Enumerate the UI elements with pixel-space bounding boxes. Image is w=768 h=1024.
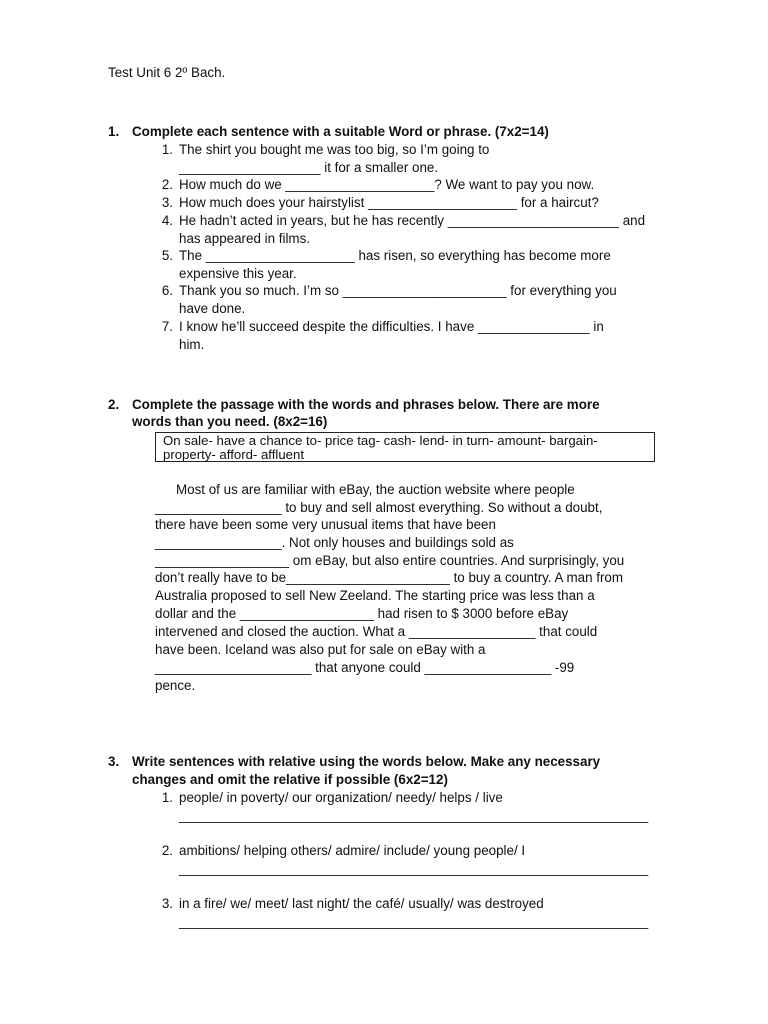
q3-item-2-prompt: ambitions/ helping others/ admire/ include/ young people/ I xyxy=(179,843,526,858)
q3-item-3-answer-line[interactable]: _______________________________________________________________ xyxy=(179,914,649,929)
question-3-heading-line-2: changes and omit the relative if possible (6x2=12) xyxy=(132,772,448,787)
question-3-heading-line-1: Write sentences with relative using the words below. Make any necessary xyxy=(132,754,601,769)
q3-item-3-prompt: in a fire/ we/ meet/ last night/ the café/ usually/ was destroyed xyxy=(179,896,544,911)
passage-line-4: _________________. Not only houses and buildings sold as xyxy=(155,535,514,550)
question-2-heading-line-1: Complete the passage with the words and phrases below. There are more xyxy=(132,397,600,412)
word-bank-line-1: On sale- have a chance to- price tag- cash- lend- in turn- amount- bargain- xyxy=(163,433,598,448)
passage-line-11: _____________________ that anyone could _________________ -99 xyxy=(155,660,575,675)
document-title: Test Unit 6 2º Bach. xyxy=(108,65,226,80)
q1-item-5-line-2: expensive this year. xyxy=(179,266,297,281)
q3-item-1-prompt: people/ in poverty/ our organization/ needy/ helps / live xyxy=(179,790,503,805)
q1-item-4-line-1: He hadn’t acted in years, but he has recently _______________________ and xyxy=(179,213,646,228)
question-3-number: 3. xyxy=(108,754,120,769)
q3-item-2-number: 2. xyxy=(161,843,173,858)
q1-item-6-line-1: Thank you so much. I’m so ______________________ for everything you xyxy=(179,283,617,298)
q1-item-1-line-2: ___________________ it for a smaller one. xyxy=(179,160,439,175)
passage-line-9: intervened and closed the auction. What a _________________ that could xyxy=(155,624,598,639)
q1-item-7-line-2: him. xyxy=(179,337,205,352)
q1-item-7-number: 7. xyxy=(161,319,173,334)
passage-line-10: have been. Iceland was also put for sale on eBay with a xyxy=(155,642,486,657)
question-2-heading-line-2: words than you need. (8x2=16) xyxy=(132,414,328,429)
q1-item-5-line-1: The ____________________ has risen, so everything has become more xyxy=(179,248,611,263)
word-bank-box xyxy=(155,432,655,462)
passage-line-3: there have been some very unusual items that have been xyxy=(155,517,496,532)
q3-item-3-number: 3. xyxy=(161,896,173,911)
q1-item-1-line-1: The shirt you bought me was too big, so I’m going to xyxy=(179,142,490,157)
question-1-number: 1. xyxy=(108,124,120,139)
q1-item-6-line-2: have done. xyxy=(179,301,246,316)
passage-line-5: __________________ om eBay, but also entire countries. And surprisingly, you xyxy=(155,553,625,568)
q3-item-2-answer-line[interactable]: _______________________________________________________________ xyxy=(179,861,649,876)
q1-item-4-line-2: has appeared in films. xyxy=(179,231,311,246)
question-2-number: 2. xyxy=(108,397,120,412)
q1-item-6-number: 6. xyxy=(161,283,173,298)
q1-item-5-number: 5. xyxy=(161,248,173,263)
q3-item-1-answer-line[interactable]: _______________________________________________________________ xyxy=(179,808,649,823)
passage-line-6: don’t really have to be______________________ to buy a country. A man from xyxy=(155,570,624,585)
passage-line-1: Most of us are familiar with eBay, the auction website where people xyxy=(176,482,575,497)
q1-item-3-line-1: How much does your hairstylist ____________________ for a haircut? xyxy=(179,195,599,210)
question-1-heading: Complete each sentence with a suitable Word or phrase. (7x2=14) xyxy=(132,124,549,139)
q3-item-1-number: 1. xyxy=(161,790,173,805)
word-bank-line-2: property- afford- affluent xyxy=(163,447,304,462)
q1-item-3-number: 3. xyxy=(161,195,173,210)
q1-item-4-number: 4. xyxy=(161,213,173,228)
q1-item-7-line-1: I know he’ll succeed despite the difficulties. I have _______________ in xyxy=(179,319,604,334)
q1-item-2-line-1: How much do we ____________________? We want to pay you now. xyxy=(179,177,595,192)
passage-line-12: pence. xyxy=(155,678,196,693)
q1-item-2-number: 2. xyxy=(161,177,173,192)
passage-line-8: dollar and the __________________ had risen to $ 3000 before eBay xyxy=(155,606,569,621)
passage-line-2: _________________ to buy and sell almost everything. So without a doubt, xyxy=(155,500,603,515)
q1-item-1-number: 1. xyxy=(161,142,173,157)
passage-line-7: Australia proposed to sell New Zeeland. The starting price was less than a xyxy=(155,588,595,603)
